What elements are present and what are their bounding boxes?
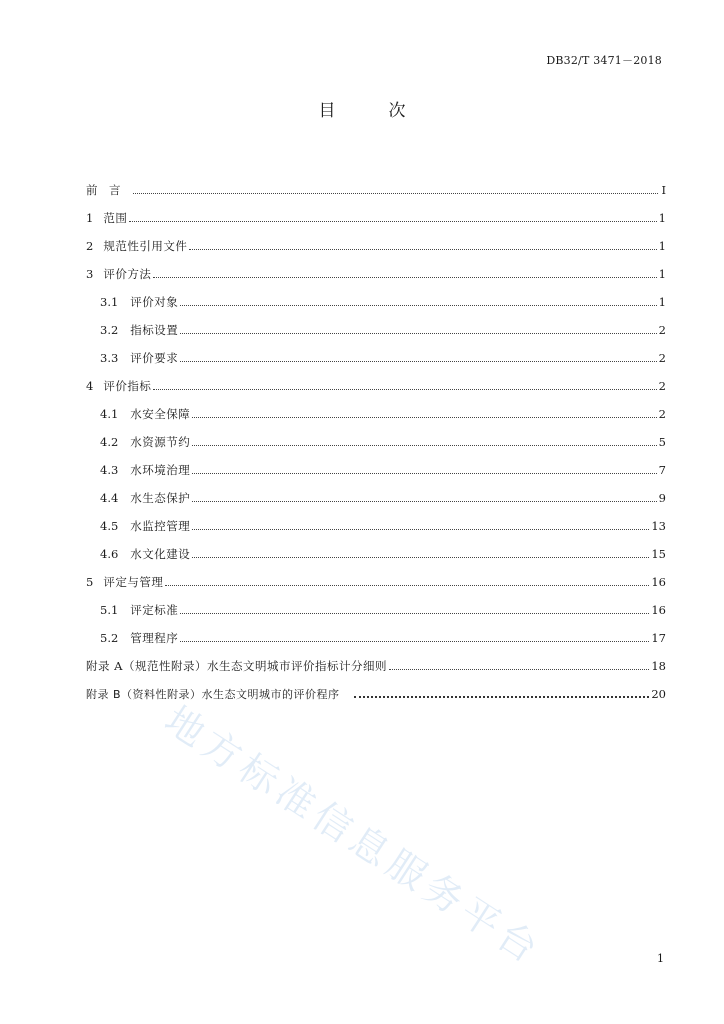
toc-entry-label: 评定标准 [130,603,179,617]
toc-entry[interactable] [86,372,666,400]
toc-entry[interactable] [86,428,666,456]
toc-entry-label: 水监控管理 [130,519,191,533]
page-number: 1 [657,952,664,965]
toc-dot-leader [180,641,649,642]
toc-entry-label: 评价要求 [130,351,179,365]
toc-entry[interactable] [86,176,666,204]
toc-dot-leader [192,445,656,446]
toc-entry-label: 评价对象 [130,295,179,309]
toc-entry-page: 1 [658,295,666,309]
toc-dot-leader [180,305,656,306]
toc-entry-number: 5.2 [100,631,119,645]
toc-entry-page: 2 [658,379,666,393]
toc-entry-label: 范围 [103,211,128,225]
toc-entry[interactable] [86,568,666,596]
toc-entry[interactable] [86,540,666,568]
toc-dot-leader [192,557,649,558]
toc-entry-page: 9 [658,491,666,505]
toc-entry-number: 4.3 [100,463,119,477]
toc-dot-leader [354,696,650,698]
toc-dot-leader [153,277,656,278]
toc-entry[interactable] [86,680,666,708]
toc-dot-leader [189,249,656,250]
toc-entry-page: I [661,183,666,197]
toc-entry-number: 2 [86,239,94,253]
toc-dot-leader [180,361,656,362]
toc-entry-number: 3.1 [100,295,119,309]
toc-entry-page: 17 [651,631,666,645]
toc-entry-number: 5.1 [100,603,119,617]
toc-dot-leader [192,473,656,474]
toc-entry-label: 评定与管理 [103,575,164,589]
toc-entry-label: 水环境治理 [130,463,191,477]
toc-entry[interactable] [86,204,666,232]
toc-entry-number: 4.5 [100,519,119,533]
toc-entry-number: 4.1 [100,407,119,421]
toc-dot-leader [192,529,649,530]
document-code: DB32/T 3471－2018 [546,54,662,67]
toc-entry[interactable] [86,316,666,344]
toc-entry-page: 5 [658,435,666,449]
toc-entry-label: 水文化建设 [130,547,191,561]
toc-entry[interactable] [86,512,666,540]
toc-entry[interactable] [86,624,666,652]
toc-entry-label: 水资源节约 [130,435,191,449]
toc-entry-page: 2 [658,323,666,337]
toc-dot-leader [180,333,656,334]
toc-entry-page: 15 [651,547,666,561]
toc-entry[interactable] [86,400,666,428]
toc-entry[interactable] [86,232,666,260]
page-title: 目 次 [318,101,424,121]
toc-dot-leader [180,613,649,614]
toc-entry-page: 20 [651,687,666,701]
toc-entry-label: 附录 A（规范性附录）水生态文明城市评价指标计分细则 [86,659,387,673]
toc-entry[interactable] [86,484,666,512]
toc-dot-leader [129,221,656,222]
toc-entry-number: 4 [86,379,94,393]
toc-entry-label: 附录 B（资料性附录）水生态文明城市的评价程序 [86,688,340,701]
toc-entry[interactable] [86,260,666,288]
toc-entry-number: 3 [86,267,94,281]
toc-entry-page: 1 [658,267,666,281]
toc-entry-label: 水安全保障 [130,407,191,421]
toc-entry-number: 3.3 [100,351,119,365]
toc-entry-page: 16 [651,575,666,589]
toc-entry-number: 4.2 [100,435,119,449]
toc-entry-number: 前 言 [86,183,121,197]
toc-entry-page: 2 [658,407,666,421]
toc-entry-page: 2 [658,351,666,365]
toc-dot-leader [133,193,659,194]
toc-dot-leader [192,501,656,502]
toc-entry-page: 1 [658,211,666,225]
toc-entry-page: 7 [658,463,666,477]
toc-entry-page: 1 [658,239,666,253]
table-of-contents [86,176,666,708]
toc-entry-number: 3.2 [100,323,119,337]
toc-entry[interactable] [86,652,666,680]
toc-dot-leader [165,585,649,586]
toc-entry[interactable] [86,344,666,372]
toc-entry-page: 16 [651,603,666,617]
toc-entry[interactable] [86,456,666,484]
toc-dot-leader [153,389,656,390]
toc-entry-label: 评价方法 [103,267,152,281]
watermark-text: 地方标准信息服务平台 [157,697,551,975]
toc-dot-leader [192,417,656,418]
toc-entry-label: 指标设置 [130,323,179,337]
toc-entry-number: 4.4 [100,491,119,505]
toc-entry[interactable] [86,288,666,316]
toc-entry[interactable] [86,596,666,624]
toc-entry-page: 13 [651,519,666,533]
toc-dot-leader [389,669,649,670]
toc-entry-label: 评价指标 [103,379,152,393]
toc-entry-label: 水生态保护 [130,491,191,505]
toc-entry-number: 1 [86,211,94,225]
toc-entry-number: 5 [86,575,94,589]
toc-entry-page: 18 [651,659,666,673]
toc-entry-number: 4.6 [100,547,119,561]
toc-entry-label: 规范性引用文件 [103,239,188,253]
toc-entry-label: 管理程序 [130,631,179,645]
